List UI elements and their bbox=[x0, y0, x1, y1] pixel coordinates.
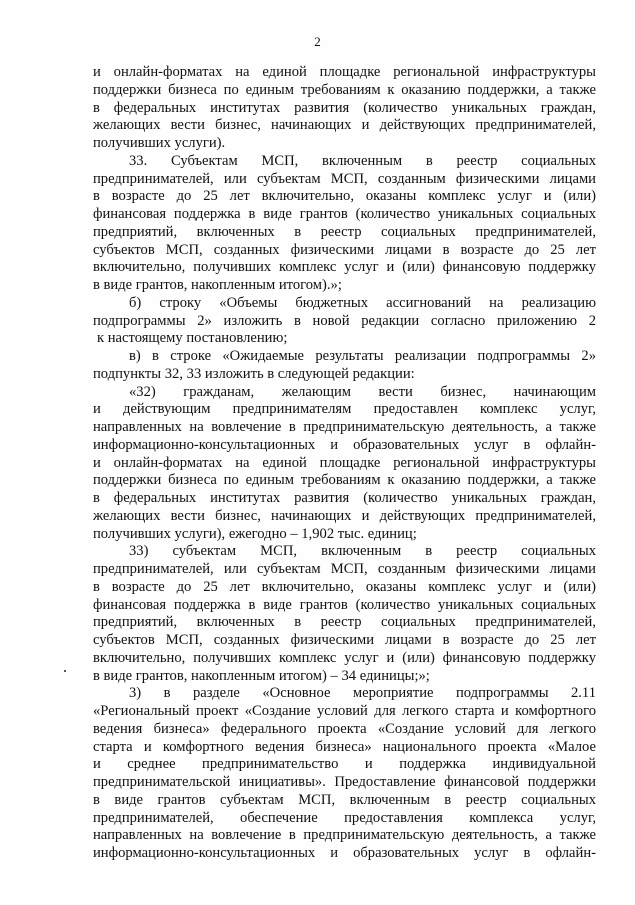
text-line: к настоящему постановлению; bbox=[97, 330, 288, 347]
text-line: предпринимателей, обеспечение предоставления комплекса услуг, bbox=[93, 809, 596, 826]
text-line: и онлайн-форматах на единой площадке региональной инфраструктуры bbox=[93, 454, 596, 471]
text-line: предпринимателей, или субъектам МСП, созданным физическими лицами bbox=[93, 170, 596, 187]
text-line: получивших услуги). bbox=[93, 135, 226, 151]
text-line: предпринимательской инициативы». Предоставление финансовой поддержки bbox=[93, 774, 596, 790]
text-line: и онлайн-форматах на единой площадке региональной инфраструктуры bbox=[93, 64, 596, 80]
text-line: в возрасте до 25 лет включительно, оказаны комплекс услуг и (или) bbox=[93, 188, 596, 205]
text-line: в виде грантов, накопленным итогом) – 34 единицы;»; bbox=[93, 667, 430, 684]
text-line: направленных на вовлечение в предпринимательскую деятельность, а также bbox=[93, 827, 596, 844]
text-line: 33. Субъектам МСП, включенным в реестр социальных bbox=[129, 152, 596, 169]
text-line: и действующим предпринимателям предоставлен комплекс услуг, bbox=[93, 401, 596, 418]
text-line: и среднее предпринимательство и поддержка индивидуальной bbox=[93, 756, 596, 773]
text-line: получивших услуги), ежегодно – 1,902 тыс. единиц; bbox=[93, 525, 417, 542]
text-line: поддержки бизнеса по единым требованиям к оказанию поддержки, а также bbox=[93, 81, 596, 98]
text-line: включительно, получивших комплекс услуг и (или) финансовую поддержку bbox=[93, 259, 596, 276]
text-line: направленных на вовлечение в предпринимательскую деятельность, а также bbox=[93, 419, 596, 435]
text-line: финансовая поддержка в виде грантов (количество уникальных социальных bbox=[93, 596, 596, 613]
text-line: поддержки бизнеса по единым требованиям к оказанию поддержки, а также bbox=[93, 472, 596, 489]
scan-speck bbox=[64, 670, 66, 672]
text-line: предпринимателей, или субъектам МСП, созданным физическими лицами bbox=[93, 561, 596, 577]
text-line: субъектов МСП, созданных физическими лицами в возрасте до 25 лет bbox=[93, 632, 596, 648]
text-line: б) строку «Объемы бюджетных ассигнований на реализацию bbox=[129, 294, 596, 311]
text-line: подпрограммы 2» изложить в новой редакции согласно приложению 2 bbox=[93, 312, 596, 329]
text-line: желающих вести бизнес, начинающих и действующих предпринимателей, bbox=[93, 507, 596, 524]
text-line: в возрасте до 25 лет включительно, оказаны комплекс услуг и (или) bbox=[93, 578, 596, 595]
text-line: информационно-консультационных и образовательных услуг в офлайн- bbox=[93, 436, 596, 453]
text-line: включительно, получивших комплекс услуг и (или) финансовую поддержку bbox=[93, 649, 596, 666]
document-body bbox=[93, 64, 596, 863]
text-line: в виде грантов, накопленным итогом).»; bbox=[93, 277, 342, 293]
text-line: финансовая поддержка в виде грантов (количество уникальных социальных bbox=[93, 206, 596, 222]
text-line: старта и комфортного ведения бизнеса» национального проекта «Малое bbox=[93, 738, 596, 755]
text-line: предприятий, включенных в реестр социальных предпринимателей, bbox=[93, 223, 596, 240]
text-line: в федеральных институтах развития (количество уникальных граждан, bbox=[93, 490, 596, 506]
text-line: подпункты 32, 33 изложить в следующей редакции: bbox=[93, 365, 415, 382]
page-number: 2 bbox=[314, 34, 321, 49]
text-line: предприятий, включенных в реестр социальных предпринимателей, bbox=[93, 614, 596, 631]
text-line: в) в строке «Ожидаемые результаты реализации подпрограммы 2» bbox=[129, 348, 596, 364]
text-line: 3) в разделе «Основное мероприятие подпрограммы 2.11 bbox=[129, 685, 596, 702]
text-line: в федеральных институтах развития (количество уникальных граждан, bbox=[93, 99, 596, 116]
text-line: «Региональный проект «Создание условий для легкого старта и комфортного bbox=[93, 703, 596, 719]
text-line: информационно-консультационных и образовательных услуг в офлайн- bbox=[93, 845, 596, 861]
text-line: субъектов МСП, созданных физическими лицами в возрасте до 25 лет bbox=[93, 241, 596, 258]
text-line: «32) гражданам, желающим вести бизнес, начинающим bbox=[129, 383, 596, 400]
text-line: желающих вести бизнес, начинающих и действующих предпринимателей, bbox=[93, 117, 596, 134]
text-line: ведения бизнеса» федерального проекта «Создание условий для легкого bbox=[93, 720, 596, 737]
text-line: в виде грантов субъектам МСП, включенным в реестр социальных bbox=[93, 791, 596, 808]
text-line: 33) субъектам МСП, включенным в реестр социальных bbox=[129, 543, 596, 560]
